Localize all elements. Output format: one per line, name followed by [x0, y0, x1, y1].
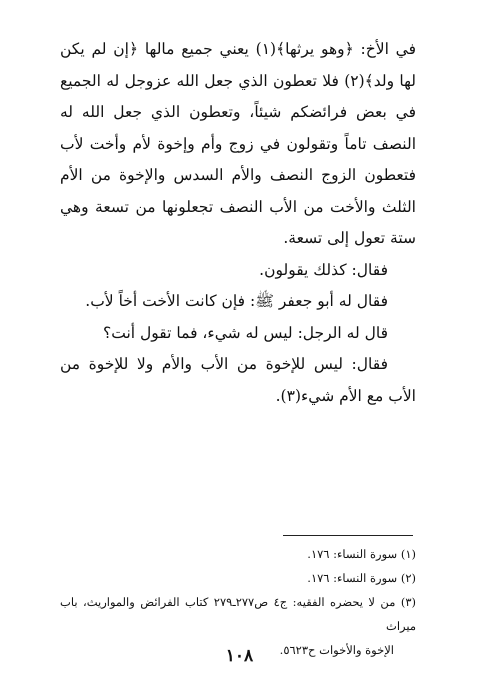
footnote-2: (٢) سورة النساء: ١٧٦.: [307, 571, 416, 585]
footnote-3-continuation: الإخوة والأخوات ح٥٦٢٣.: [279, 643, 394, 657]
main-text: [60, 34, 416, 412]
paragraph-5: فقال: ليس للإخوة من الأب والأم ولا للإخوة من الأب مع الأم شيء(٣).: [60, 355, 416, 405]
paragraph-4: قال له الرجل: ليس له شيء، فما تقول أنت؟: [103, 323, 388, 342]
paragraph-3: فقال له أبو جعفر ﷺ: فإن كانت الأخت أخاً لأب.: [85, 292, 388, 310]
footnote-1: (١) سورة النساء: ١٧٦.: [307, 547, 416, 561]
page-number: ١٠٨: [225, 646, 254, 666]
footnote-divider: [283, 535, 413, 536]
footnote-3: (٣) من لا يحضره الفقيه: ج٤ ص٢٧٧ـ٢٧٩ كتاب الفرائض والمواريث، باب ميراث: [60, 595, 416, 633]
paragraph-1: في الأخ: ﴿وهو يرثها﴾(١) يعني جميع مالها ﴿إن لم يكن لها ولد﴾(٢) فلا تعطون الذي جعل الله عزوجل له الجميع في بعض فرائضكم شيئاً، وتعطون الذي جعل الله له النصف تاماً وتقولون في زوج وأم وإخوة لأم وأخت لأب فتعطون الزوج النصف والأم السدس والإخوة من الأم الثلث والأخت من الأب النصف تجعلونها من تسعة وهي ستة تعول إلى تسعة.: [60, 40, 416, 247]
paragraph-2: فقال: كذلك يقولون.: [259, 260, 388, 279]
footnotes: [60, 542, 416, 662]
